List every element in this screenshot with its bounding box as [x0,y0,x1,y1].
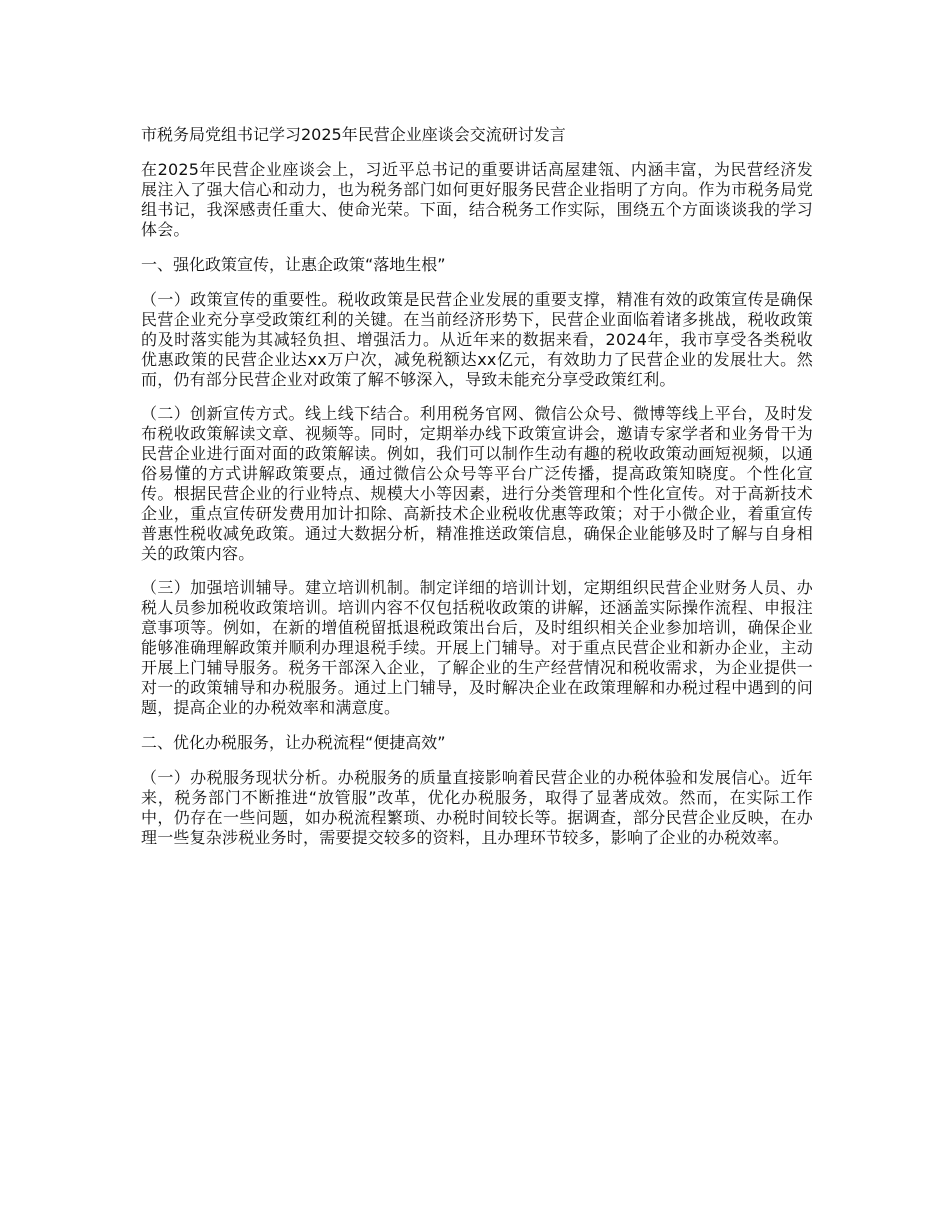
intro-paragraph: 在2025年民营企业座谈会上，习近平总书记的重要讲话高屋建瓴、内涵丰富，为民营经济发展注入了强大信心和动力，也为税务部门如何更好服务民营企业指明了方向。作为市税务局党组书记，我深感责任重大、使命光荣。下面，结合税务工作实际，围绕五个方面谈谈我的学习体会。 [141,160,813,239]
section-1-paragraph-2: （二）创新宣传方式。线上线下结合。利用税务官网、微信公众号、微博等线上平台，及时发布税收政策解读文章、视频等。同时，定期举办线下政策宣讲会，邀请专家学者和业务骨干为民营企业进行面对面的政策解读。例如，我们可以制作生动有趣的税收政策动画短视频，以通俗易懂的方式讲解政策要点，通过微信公众号等平台广泛传播，提高政策知晓度。个性化宣传。根据民营企业的行业特点、规模大小等因素，进行分类管理和个性化宣传。对于高新技术企业，重点宣传研发费用加计扣除、高新技术企业税收优惠等政策；对于小微企业，着重宣传普惠性税收减免政策。通过大数据分析，精准推送政策信息，确保企业能够及时了解与自身相关的政策内容。 [141,404,813,563]
section-1-paragraph-3: （三）加强培训辅导。建立培训机制。制定详细的培训计划，定期组织民营企业财务人员、办税人员参加税收政策培训。培训内容不仅包括税收政策的讲解，还涵盖实际操作流程、申报注意事项等。例如，在新的增值税留抵退税政策出台后，及时组织相关企业参加培训，确保企业能够准确理解政策并顺利办理退税手续。开展上门辅导。对于重点民营企业和新办企业，主动开展上门辅导服务。税务干部深入企业，了解企业的生产经营情况和税收需求，为企业提供一对一的政策辅导和办税服务。通过上门辅导，及时解决企业在政策理解和办税过程中遇到的问题，提高企业的办税效率和满意度。 [141,578,813,717]
document-page [141,124,813,862]
document-title: 市税务局党组书记学习2025年民营企业座谈会交流研讨发言 [141,125,566,144]
section-1-heading: 一、强化政策宣传，让惠企政策“落地生根” [141,255,446,274]
section-2-paragraph-1: （一）办税服务现状分析。办税服务的质量直接影响着民营企业的办税体验和发展信心。近年来，税务部门不断推进“放管服”改革，优化办税服务，取得了显著成效。然而，在实际工作中，仍存在一些问题，如办税流程繁琐、办税时间较长等。据调查，部分民营企业反映，在办理一些复杂涉税业务时，需要提交较多的资料，且办理环节较多，影响了企业的办税效率。 [141,768,813,847]
section-1-paragraph-1: （一）政策宣传的重要性。税收政策是民营企业发展的重要支撑，精准有效的政策宣传是确保民营企业充分享受政策红利的关键。在当前经济形势下，民营企业面临着诸多挑战，税收政策的及时落实能为其减轻负担、增强活力。从近年来的数据来看，2024年，我市享受各类税收优惠政策的民营企业达xx万户次，减免税额达xx亿元，有效助力了民营企业的发展壮大。然而，仍有部分民营企业对政策了解不够深入，导致未能充分享受政策红利。 [141,290,813,389]
section-2-heading: 二、优化办税服务，让办税流程“便捷高效” [141,733,446,752]
